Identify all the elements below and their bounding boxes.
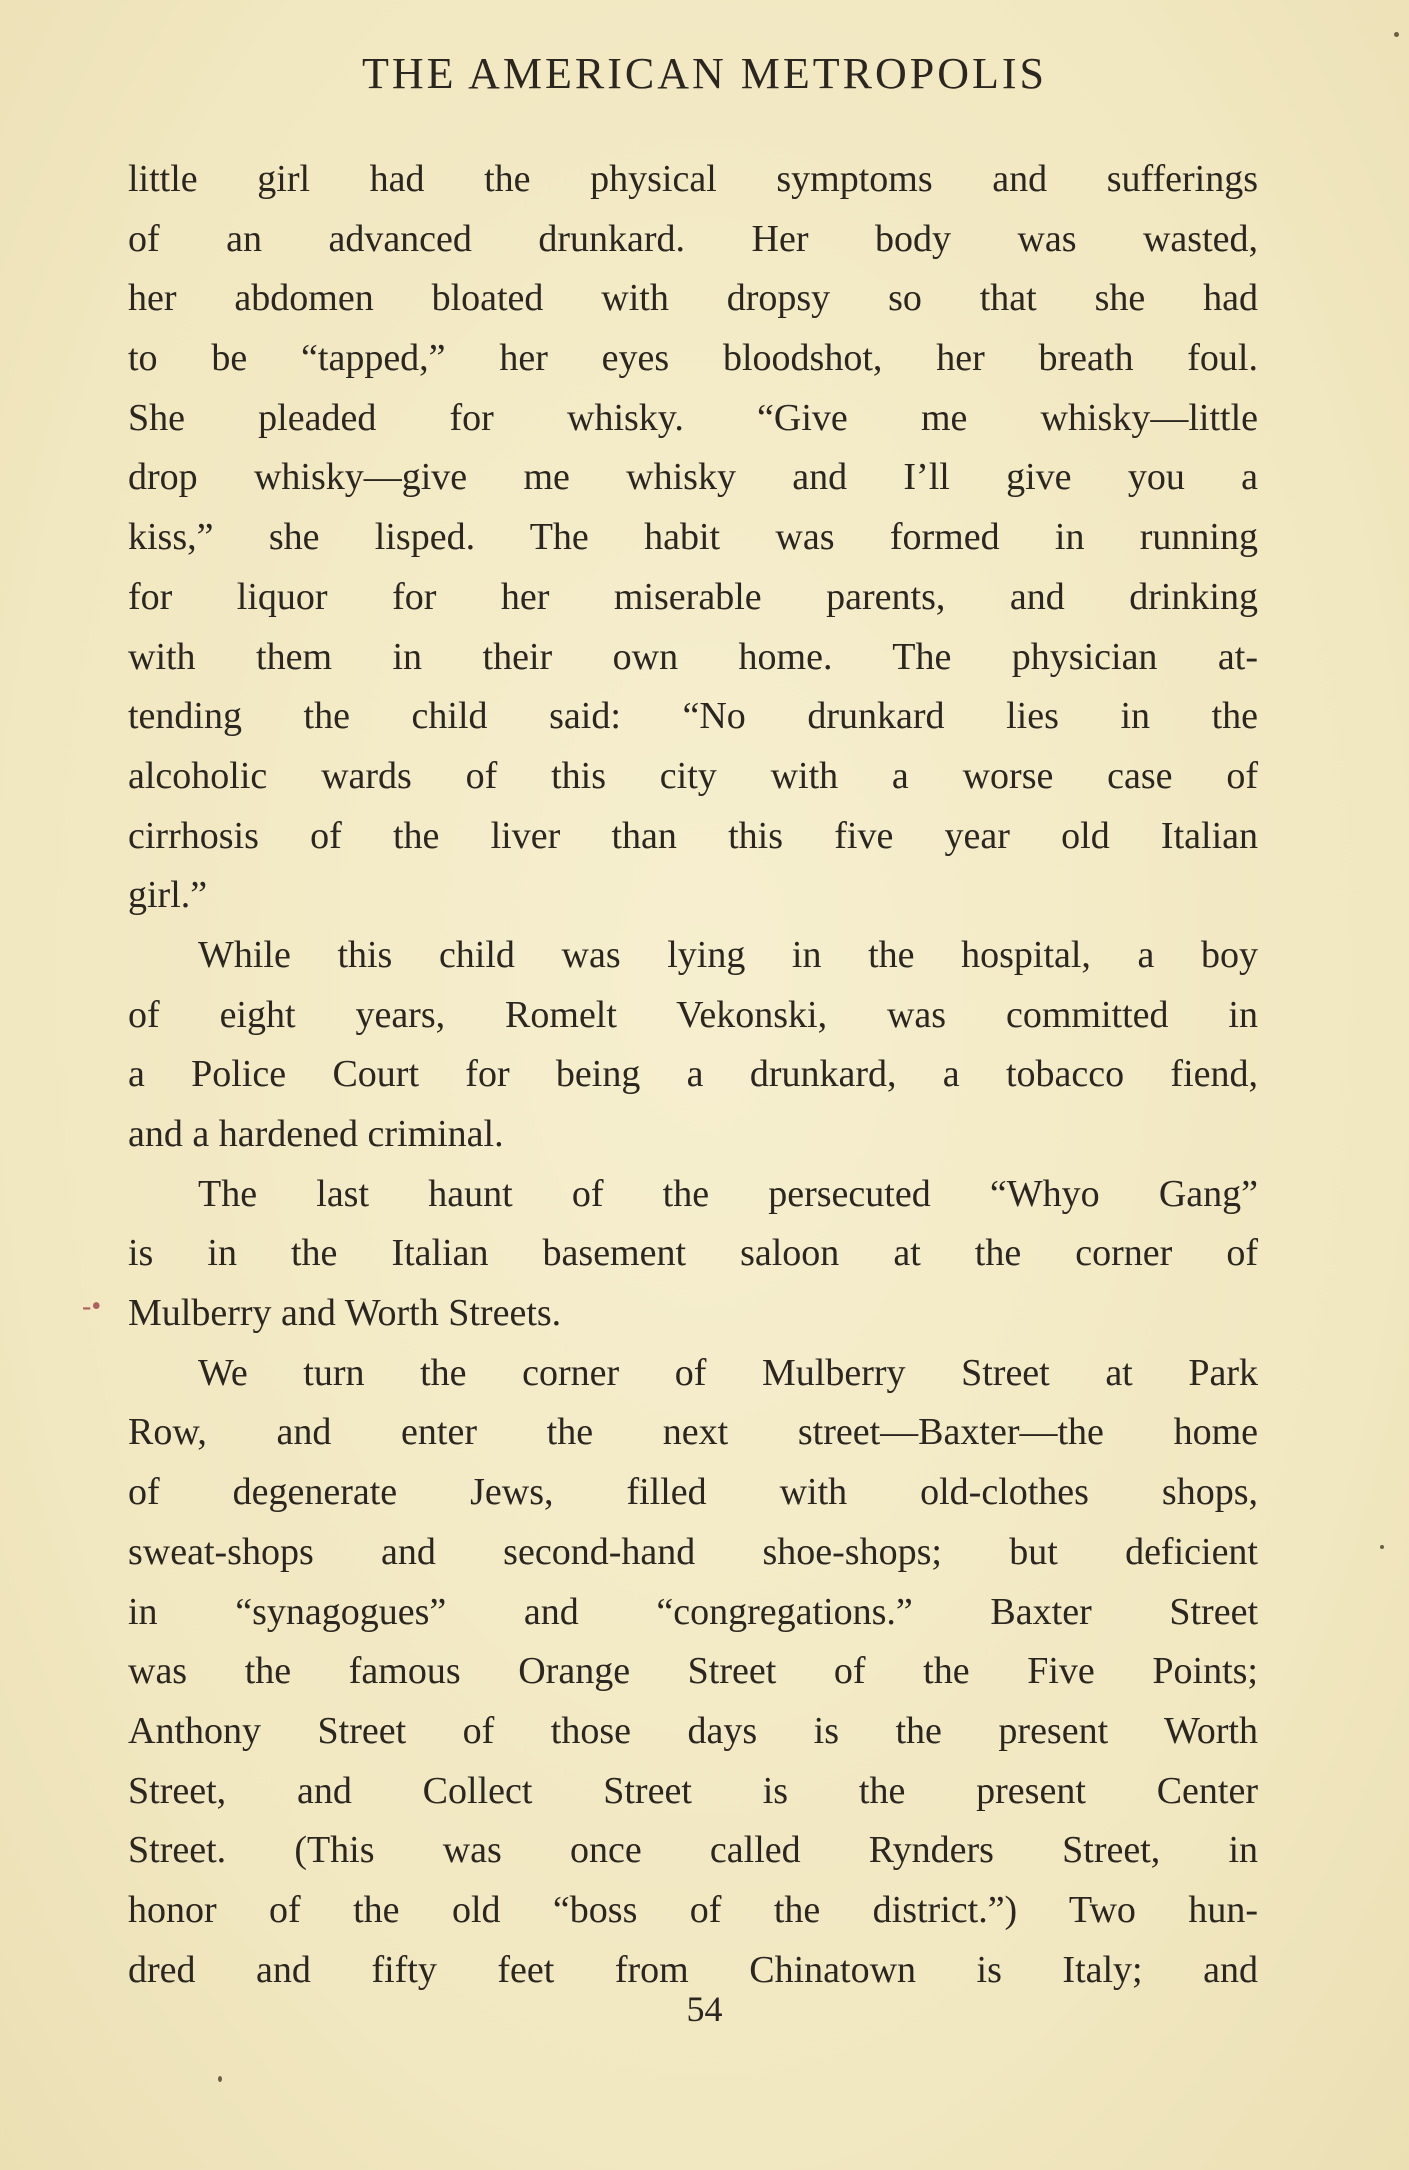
text-line: drop whisky—give me whisky and I’ll give you a	[128, 456, 1258, 499]
text-line: is in the Italian basement saloon at the corner of	[128, 1232, 1258, 1275]
text-line: to be “tapped,” her eyes bloodshot, her breath foul.	[128, 337, 1258, 380]
page-number: 54	[686, 1989, 723, 2029]
running-head: THE AMERICAN METROPOLIS	[361, 49, 1048, 98]
text-line: of degenerate Jews, filled with old-clothes shops,	[128, 1471, 1258, 1514]
text-line: little girl had the physical symptoms and sufferings	[128, 158, 1258, 200]
text-line: was the famous Orange Street of the Five Points;	[128, 1650, 1258, 1693]
text-line: Mulberry and Worth Streets.	[128, 1292, 562, 1335]
text-line: in “synagogues” and “congregations.” Baxter Street	[128, 1590, 1258, 1633]
text-line: her abdomen bloated with dropsy so that she had	[128, 277, 1258, 320]
text-line: and a hardened criminal.	[128, 1113, 504, 1155]
text-line: of an advanced drunkard. Her body was wasted,	[128, 217, 1258, 260]
text-line: dred and fifty feet from Chinatown is Italy; and	[128, 1948, 1258, 1991]
text-line: Anthony Street of those days is the present Worth	[128, 1709, 1258, 1752]
text-line: Row, and enter the next street—Baxter—the home	[128, 1411, 1258, 1454]
ink-speck	[218, 2076, 222, 2082]
text-line: She pleaded for whisky. “Give me whisky—little	[128, 396, 1258, 439]
text-line: tending the child said: “No drunkard lies in the	[128, 695, 1258, 738]
ink-speck	[1380, 1545, 1384, 1549]
text-line: for liquor for her miserable parents, and drinking	[128, 575, 1258, 618]
text-line: kiss,” she lisped. The habit was formed in running	[128, 516, 1258, 559]
text-line: a Police Court for being a drunkard, a tobacco fiend,	[128, 1053, 1258, 1096]
text-line: cirrhosis of the liver than this five year old Italian	[128, 814, 1258, 857]
ink-speck	[1394, 32, 1399, 37]
text-line: Street, and Collect Street is the present Center	[128, 1769, 1258, 1812]
text-line: of eight years, Romelt Vekonski, was committed in	[128, 993, 1258, 1036]
body-text	[128, 150, 1258, 2000]
text-line: alcoholic wards of this city with a worse case of	[128, 754, 1258, 797]
text-line: We turn the corner of Mulberry Street at Park	[198, 1351, 1258, 1394]
text-line: While this child was lying in the hospital, a boy	[198, 933, 1258, 976]
text-line: The last haunt of the persecuted “Whyo Gang”	[198, 1172, 1258, 1215]
text-line: girl.”	[128, 874, 208, 917]
text-line: sweat-shops and second-hand shoe-shops; but deficient	[128, 1530, 1258, 1573]
text-line: honor of the old “boss of the district.”) Two hun-	[128, 1888, 1258, 1931]
margin-mark: -•	[82, 1291, 102, 1322]
text-line: with them in their own home. The physician at-	[128, 635, 1258, 678]
text-line: Street. (This was once called Rynders Street, in	[128, 1829, 1258, 1872]
